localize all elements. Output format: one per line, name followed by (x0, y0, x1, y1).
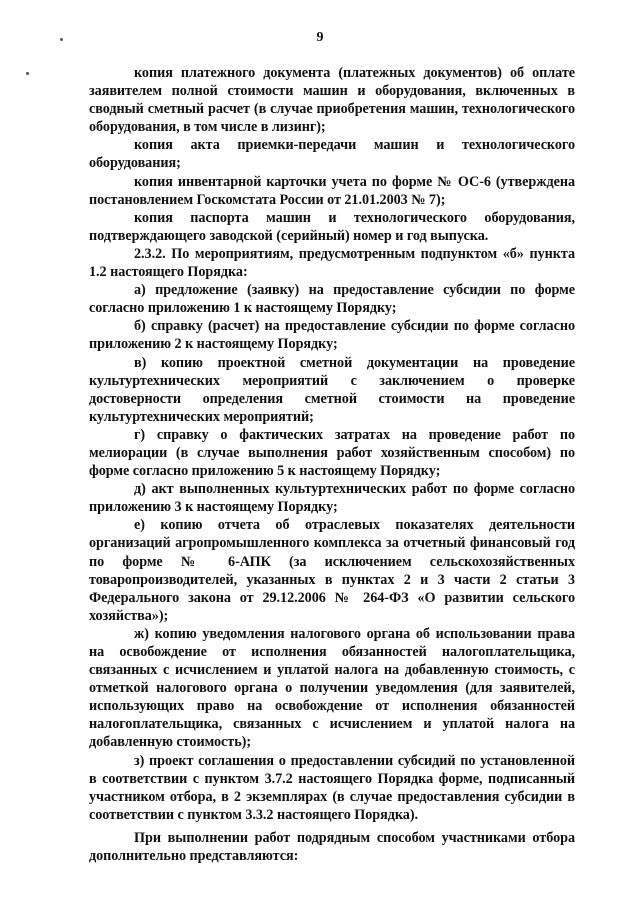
paragraph-payment-document-copy: копия платежного документа (платежных документов) об оплате заявителем полной стоимости машин и оборудования, включенных в сводный сметный расчет (в случае приобретения машин, технологического оборудования, в том числе в лизинг); (89, 65, 575, 136)
paragraph-item-e: е) копию отчета об отраслевых показателях деятельности организаций агропромышленного комплекса за отчетный финансовый год по форме № 6-АПК (за исключением сельскохозяйственных товаропроизводителей, указанных в пунктах 2 и 3 части 2 статьи 3 Федерального закона от 29.12.2006 № 264-ФЗ «О развитии сельского хозяйства»); (89, 517, 575, 624)
paragraph-passport-copy: копия паспорта машин и технологического оборудования, подтверждающего заводской (серийный) номер и год выпуска. (89, 209, 575, 244)
paragraph-item-d: д) акт выполненных культуртехнических работ по форме согласно приложению 3 к настоящему Порядку; (89, 481, 575, 516)
paragraph-item-b: б) справку (расчет) на предоставление субсидии по форме согласно приложению 2 к настоящему Порядку; (89, 318, 575, 353)
scan-speck (26, 72, 29, 75)
paragraph-section-2-3-2: 2.3.2. По мероприятиям, предусмотренным подпунктом «б» пункта 1.2 настоящего Порядка: (89, 245, 575, 281)
paragraph-item-v: в) копию проектной сметной документации на проведение культуртехнических мероприятий с заключением о проверке достоверности определения сметной стоимости на проведение культуртехнических мероприятий; (89, 354, 575, 425)
paragraph-contractor-method: При выполнении работ подрядным способом участниками отбора дополнительно представляются: (89, 829, 575, 865)
paragraph-item-a: а) предложение (заявку) на предоставление субсидии по форме согласно приложению 1 к настоящему Порядку; (89, 282, 575, 317)
document-body (89, 64, 575, 865)
paragraph-item-zh: ж) копию уведомления налогового органа об использовании права на освобождение от исполнения обязанностей налогоплательщика, связанных с исчислением и уплатой налога на добавленную стоимость, с отметкой налогового органа о получении уведомления (для заявителей, использующих право на освобождение от исполнения обязанностей налогоплательщика, связанных с исчислением и уплатой налога на добавленную стоимость); (89, 625, 575, 751)
paragraph-item-g: г) справку о фактических затратах на проведение работ по мелиорации (в случае выполнения работ хозяйственным способом) по форме согласно приложению 5 к настоящему Порядку; (89, 426, 575, 480)
paragraph-inventory-card-copy: копия инвентарной карточки учета по форме № ОС-6 (утверждена постановлением Госкомстата России от 21.01.2003 № 7); (89, 173, 575, 208)
paragraph-item-z: з) проект соглашения о предоставлении субсидий по установленной в соответствии с пунктом 3.7.2 настоящего Порядка форме, подписанный участником отбора, в 2 экземплярах (в случае предоставления субсидии в соответствии с пунктом 3.3.2 настоящего Порядка). (89, 752, 575, 823)
paragraph-acceptance-act-copy: копия акта приемки-передачи машин и технологического оборудования; (89, 137, 575, 172)
page-number: 9 (316, 30, 324, 45)
